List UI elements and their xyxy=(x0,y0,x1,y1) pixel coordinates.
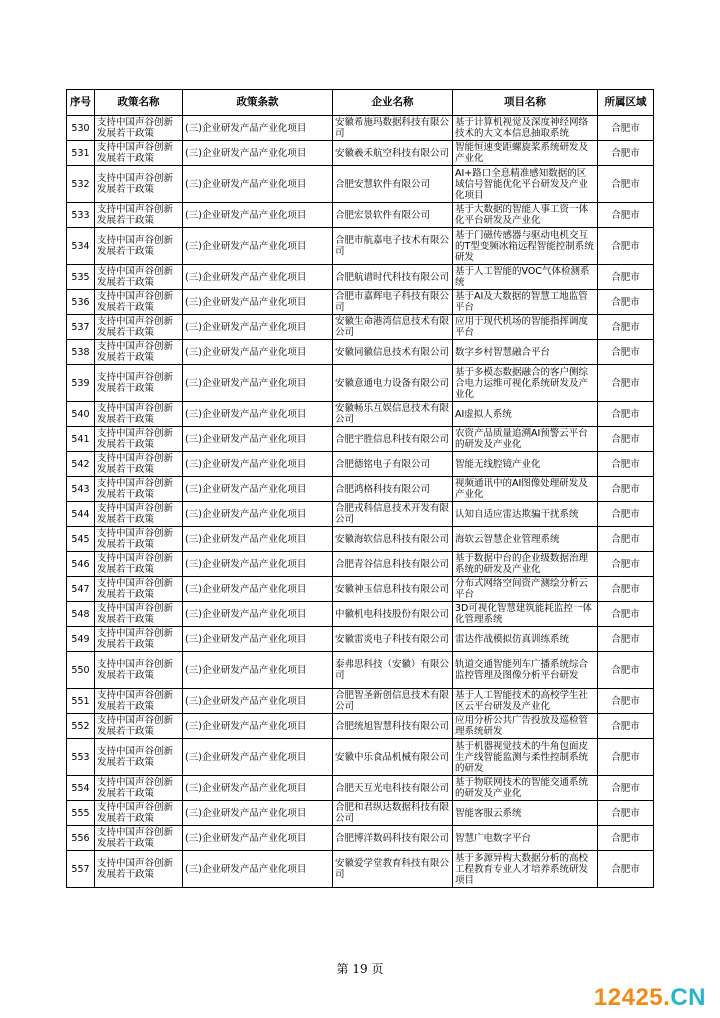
table-row xyxy=(67,315,654,340)
table-row xyxy=(67,116,654,141)
cell-project: 应用分析公共广告投放及巡检管理系统研发 xyxy=(453,714,598,739)
cell-policy: 支持中国声谷创新发展若干政策 xyxy=(95,452,183,477)
cell-policy: 支持中国声谷创新发展若干政策 xyxy=(95,689,183,714)
table-row xyxy=(67,602,654,627)
table-row xyxy=(67,228,654,265)
cell-project: 智能客服云系统 xyxy=(453,801,598,826)
cell-region: 合肥市 xyxy=(598,402,654,427)
cell-company: 安徽意通电力设备有限公司 xyxy=(333,365,453,402)
cell-clause: (三)企业研发产品产业化项目 xyxy=(183,452,333,477)
cell-company: 安徽海软信息科技有限公司 xyxy=(333,527,453,552)
cell-project: 基于AI及大数据的智慧工地监管平台 xyxy=(453,290,598,315)
cell-clause: (三)企业研发产品产业化项目 xyxy=(183,477,333,502)
cell-company: 安徽畅乐互娱信息技术有限公司 xyxy=(333,402,453,427)
cell-no: 539 xyxy=(67,365,95,402)
table-body xyxy=(67,116,654,888)
table-row xyxy=(67,502,654,527)
cell-project: 应用于现代机场的智能指挥调度平台 xyxy=(453,315,598,340)
cell-company: 安徽雷炎电子科技有限公司 xyxy=(333,627,453,652)
cell-project: 3D可视化智慧建筑能耗监控一体化管理系统 xyxy=(453,602,598,627)
watermark-suffix: CN xyxy=(670,984,706,1011)
table-row xyxy=(67,340,654,365)
cell-project: 基于机器视觉技术的牛角包面皮生产线智能监测与柔性控制系统的研发 xyxy=(453,739,598,776)
cell-company: 合肥德铭电子有限公司 xyxy=(333,452,453,477)
cell-policy: 支持中国声谷创新发展若干政策 xyxy=(95,801,183,826)
cell-no: 557 xyxy=(67,851,95,888)
table-row xyxy=(67,851,654,888)
cell-company: 合肥宇胜信息科技有限公司 xyxy=(333,427,453,452)
cell-no: 536 xyxy=(67,290,95,315)
cell-project: 农资产品质量追溯AI预警云平台的研发及产业化 xyxy=(453,427,598,452)
table-row xyxy=(67,801,654,826)
cell-no: 545 xyxy=(67,527,95,552)
table-row xyxy=(67,166,654,203)
cell-region: 合肥市 xyxy=(598,739,654,776)
cell-policy: 支持中国声谷创新发展若干政策 xyxy=(95,652,183,689)
cell-project: 基于计算机视觉及深度神经网络技术的大文本信息抽取系统 xyxy=(453,116,598,141)
cell-company: 合肥戎科信息技术开发有限公司 xyxy=(333,502,453,527)
cell-region: 合肥市 xyxy=(598,851,654,888)
cell-project: 基于大数据的智能人事工资一体化平台研发及产业化 xyxy=(453,203,598,228)
cell-region: 合肥市 xyxy=(598,502,654,527)
cell-company: 泰弗思科技（安徽）有限公司 xyxy=(333,652,453,689)
cell-region: 合肥市 xyxy=(598,116,654,141)
cell-no: 530 xyxy=(67,116,95,141)
cell-region: 合肥市 xyxy=(598,801,654,826)
cell-clause: (三)企业研发产品产业化项目 xyxy=(183,826,333,851)
cell-policy: 支持中国声谷创新发展若干政策 xyxy=(95,552,183,577)
cell-policy: 支持中国声谷创新发展若干政策 xyxy=(95,402,183,427)
cell-company: 合肥市嘉辉电子科技有限公司 xyxy=(333,290,453,315)
cell-clause: (三)企业研发产品产业化项目 xyxy=(183,427,333,452)
cell-no: 532 xyxy=(67,166,95,203)
cell-project: 基于多源异构大数据分析的高校工程教育专业人才培养系统研发项目 xyxy=(453,851,598,888)
cell-no: 544 xyxy=(67,502,95,527)
cell-project: AI虚拟人系统 xyxy=(453,402,598,427)
cell-clause: (三)企业研发产品产业化项目 xyxy=(183,577,333,602)
cell-policy: 支持中国声谷创新发展若干政策 xyxy=(95,851,183,888)
cell-company: 合肥智圣新创信息技术有限公司 xyxy=(333,689,453,714)
cell-clause: (三)企业研发产品产业化项目 xyxy=(183,228,333,265)
cell-policy: 支持中国声谷创新发展若干政策 xyxy=(95,290,183,315)
cell-policy: 支持中国声谷创新发展若干政策 xyxy=(95,315,183,340)
watermark-number: 12425 xyxy=(593,984,664,1011)
cell-project: 雷达作战模拟仿真训练系统 xyxy=(453,627,598,652)
cell-region: 合肥市 xyxy=(598,552,654,577)
cell-project: 视频通讯中的AI图像处理研发及产业化 xyxy=(453,477,598,502)
cell-project: 智慧广电数字平台 xyxy=(453,826,598,851)
cell-no: 534 xyxy=(67,228,95,265)
cell-policy: 支持中国声谷创新发展若干政策 xyxy=(95,141,183,166)
cell-region: 合肥市 xyxy=(598,652,654,689)
cell-no: 549 xyxy=(67,627,95,652)
table-row xyxy=(67,776,654,801)
cell-policy: 支持中国声谷创新发展若干政策 xyxy=(95,265,183,290)
cell-no: 540 xyxy=(67,402,95,427)
cell-region: 合肥市 xyxy=(598,577,654,602)
cell-region: 合肥市 xyxy=(598,340,654,365)
cell-region: 合肥市 xyxy=(598,776,654,801)
cell-project: 基于门磁传感器与驱动电机交互的T型变频冰箱远程智能控制系统研发 xyxy=(453,228,598,265)
cell-no: 542 xyxy=(67,452,95,477)
cell-no: 555 xyxy=(67,801,95,826)
cell-clause: (三)企业研发产品产业化项目 xyxy=(183,340,333,365)
cell-company: 安徽神玉信息科技有限公司 xyxy=(333,577,453,602)
cell-policy: 支持中国声谷创新发展若干政策 xyxy=(95,627,183,652)
table-row xyxy=(67,452,654,477)
cell-no: 543 xyxy=(67,477,95,502)
cell-region: 合肥市 xyxy=(598,203,654,228)
site-watermark-logo xyxy=(594,984,706,1012)
cell-no: 553 xyxy=(67,739,95,776)
cell-region: 合肥市 xyxy=(598,627,654,652)
cell-company: 合肥博洋数码科技有限公司 xyxy=(333,826,453,851)
cell-project: 智能无线腔镜产业化 xyxy=(453,452,598,477)
cell-no: 541 xyxy=(67,427,95,452)
cell-project: 基于物联网技术的智能交通系统的研发及产业化 xyxy=(453,776,598,801)
cell-clause: (三)企业研发产品产业化项目 xyxy=(183,689,333,714)
cell-policy: 支持中国声谷创新发展若干政策 xyxy=(95,527,183,552)
header-no: 序号 xyxy=(67,90,95,116)
cell-project: 基于多模态数据融合的客户侧综合电力运维可视化系统研发及产业化 xyxy=(453,365,598,402)
cell-region: 合肥市 xyxy=(598,602,654,627)
cell-policy: 支持中国声谷创新发展若干政策 xyxy=(95,577,183,602)
cell-policy: 支持中国声谷创新发展若干政策 xyxy=(95,714,183,739)
table-row xyxy=(67,141,654,166)
cell-company: 安徽羲禾航空科技有限公司 xyxy=(333,141,453,166)
cell-policy: 支持中国声谷创新发展若干政策 xyxy=(95,602,183,627)
page-number: 第 19 页 xyxy=(336,962,384,976)
cell-clause: (三)企业研发产品产业化项目 xyxy=(183,627,333,652)
table-row xyxy=(67,714,654,739)
cell-region: 合肥市 xyxy=(598,452,654,477)
cell-clause: (三)企业研发产品产业化项目 xyxy=(183,502,333,527)
table-row xyxy=(67,826,654,851)
cell-company: 合肥宏景软件有限公司 xyxy=(333,203,453,228)
cell-clause: (三)企业研发产品产业化项目 xyxy=(183,552,333,577)
cell-company: 安徽生命港湾信息技术有限公司 xyxy=(333,315,453,340)
cell-clause: (三)企业研发产品产业化项目 xyxy=(183,365,333,402)
cell-policy: 支持中国声谷创新发展若干政策 xyxy=(95,365,183,402)
cell-clause: (三)企业研发产品产业化项目 xyxy=(183,801,333,826)
cell-no: 531 xyxy=(67,141,95,166)
cell-policy: 支持中国声谷创新发展若干政策 xyxy=(95,502,183,527)
cell-region: 合肥市 xyxy=(598,166,654,203)
header-project: 项目名称 xyxy=(453,90,598,116)
table-row xyxy=(67,552,654,577)
cell-project: 分布式网络空间资产测绘分析云平台 xyxy=(453,577,598,602)
cell-company: 中徽机电科技股份有限公司 xyxy=(333,602,453,627)
cell-project: AI+路口全息精准感知数据的区域信号智能优化平台研发及产业化项目 xyxy=(453,166,598,203)
cell-company: 合肥安慧软件有限公司 xyxy=(333,166,453,203)
cell-clause: (三)企业研发产品产业化项目 xyxy=(183,527,333,552)
cell-clause: (三)企业研发产品产业化项目 xyxy=(183,652,333,689)
cell-company: 安徽爱学堂教育科技有限公司 xyxy=(333,851,453,888)
table-row xyxy=(67,290,654,315)
cell-policy: 支持中国声谷创新发展若干政策 xyxy=(95,477,183,502)
cell-company: 合肥和君纵达数据科技有限公司 xyxy=(333,801,453,826)
header-region: 所属区域 xyxy=(598,90,654,116)
cell-region: 合肥市 xyxy=(598,365,654,402)
table-row xyxy=(67,652,654,689)
cell-clause: (三)企业研发产品产业化项目 xyxy=(183,851,333,888)
policy-project-table xyxy=(66,89,654,888)
table-row xyxy=(67,477,654,502)
cell-company: 合肥统旭智慧科技有限公司 xyxy=(333,714,453,739)
cell-no: 548 xyxy=(67,602,95,627)
cell-policy: 支持中国声谷创新发展若干政策 xyxy=(95,203,183,228)
cell-region: 合肥市 xyxy=(598,141,654,166)
cell-region: 合肥市 xyxy=(598,477,654,502)
cell-project: 海软云智慧企业管理系统 xyxy=(453,527,598,552)
cell-project: 智能恒速变距螺旋桨系统研发及产业化 xyxy=(453,141,598,166)
cell-clause: (三)企业研发产品产业化项目 xyxy=(183,402,333,427)
cell-project: 基于数据中台的企业级数据治理系统的研发及产业化 xyxy=(453,552,598,577)
cell-policy: 支持中国声谷创新发展若干政策 xyxy=(95,739,183,776)
table-row xyxy=(67,739,654,776)
cell-region: 合肥市 xyxy=(598,265,654,290)
cell-clause: (三)企业研发产品产业化项目 xyxy=(183,315,333,340)
cell-project: 基于人工智能的VOC气体检测系统 xyxy=(453,265,598,290)
cell-clause: (三)企业研发产品产业化项目 xyxy=(183,166,333,203)
table-row xyxy=(67,689,654,714)
table-row xyxy=(67,527,654,552)
cell-clause: (三)企业研发产品产业化项目 xyxy=(183,116,333,141)
cell-project: 基于人工智能技术的高校学生社区云平台研发及产业化 xyxy=(453,689,598,714)
table-row xyxy=(67,627,654,652)
table-row xyxy=(67,577,654,602)
cell-clause: (三)企业研发产品产业化项目 xyxy=(183,265,333,290)
cell-clause: (三)企业研发产品产业化项目 xyxy=(183,203,333,228)
cell-no: 552 xyxy=(67,714,95,739)
cell-company: 安徽同徽信息技术有限公司 xyxy=(333,340,453,365)
cell-policy: 支持中国声谷创新发展若干政策 xyxy=(95,340,183,365)
header-clause: 政策条款 xyxy=(183,90,333,116)
table-row xyxy=(67,265,654,290)
table-header-row xyxy=(67,90,654,116)
cell-clause: (三)企业研发产品产业化项目 xyxy=(183,739,333,776)
header-company: 企业名称 xyxy=(333,90,453,116)
cell-policy: 支持中国声谷创新发展若干政策 xyxy=(95,427,183,452)
cell-region: 合肥市 xyxy=(598,689,654,714)
cell-company: 合肥鸿格科技有限公司 xyxy=(333,477,453,502)
cell-company: 合肥市航嘉电子技术有限公司 xyxy=(333,228,453,265)
cell-policy: 支持中国声谷创新发展若干政策 xyxy=(95,826,183,851)
cell-no: 550 xyxy=(67,652,95,689)
cell-clause: (三)企业研发产品产业化项目 xyxy=(183,714,333,739)
cell-no: 551 xyxy=(67,689,95,714)
cell-no: 554 xyxy=(67,776,95,801)
table-row xyxy=(67,427,654,452)
table-row xyxy=(67,402,654,427)
cell-company: 合肥航谱时代科技有限公司 xyxy=(333,265,453,290)
watermark-dot: . xyxy=(663,984,671,1011)
cell-no: 537 xyxy=(67,315,95,340)
table-row xyxy=(67,203,654,228)
cell-region: 合肥市 xyxy=(598,527,654,552)
cell-region: 合肥市 xyxy=(598,826,654,851)
cell-policy: 支持中国声谷创新发展若干政策 xyxy=(95,116,183,141)
cell-project: 数字乡村智慧融合平台 xyxy=(453,340,598,365)
cell-no: 533 xyxy=(67,203,95,228)
cell-no: 538 xyxy=(67,340,95,365)
table-row xyxy=(67,365,654,402)
cell-no: 535 xyxy=(67,265,95,290)
cell-region: 合肥市 xyxy=(598,315,654,340)
cell-no: 556 xyxy=(67,826,95,851)
cell-project: 认知自适应雷达欺骗干扰系统 xyxy=(453,502,598,527)
cell-policy: 支持中国声谷创新发展若干政策 xyxy=(95,228,183,265)
cell-policy: 支持中国声谷创新发展若干政策 xyxy=(95,776,183,801)
cell-region: 合肥市 xyxy=(598,228,654,265)
cell-company: 安徽中乐食品机械有限公司 xyxy=(333,739,453,776)
header-policy: 政策名称 xyxy=(95,90,183,116)
cell-no: 546 xyxy=(67,552,95,577)
cell-company: 合肥青谷信息科技有限公司 xyxy=(333,552,453,577)
cell-clause: (三)企业研发产品产业化项目 xyxy=(183,602,333,627)
cell-clause: (三)企业研发产品产业化项目 xyxy=(183,776,333,801)
cell-clause: (三)企业研发产品产业化项目 xyxy=(183,290,333,315)
cell-company: 安徽希施玛数据科技有限公司 xyxy=(333,116,453,141)
cell-region: 合肥市 xyxy=(598,290,654,315)
cell-region: 合肥市 xyxy=(598,714,654,739)
cell-policy: 支持中国声谷创新发展若干政策 xyxy=(95,166,183,203)
cell-company: 合肥天互光电科技有限公司 xyxy=(333,776,453,801)
cell-clause: (三)企业研发产品产业化项目 xyxy=(183,141,333,166)
cell-project: 轨道交通智能列车广播系统综合监控管理及图像分析平台研发 xyxy=(453,652,598,689)
cell-region: 合肥市 xyxy=(598,427,654,452)
cell-no: 547 xyxy=(67,577,95,602)
